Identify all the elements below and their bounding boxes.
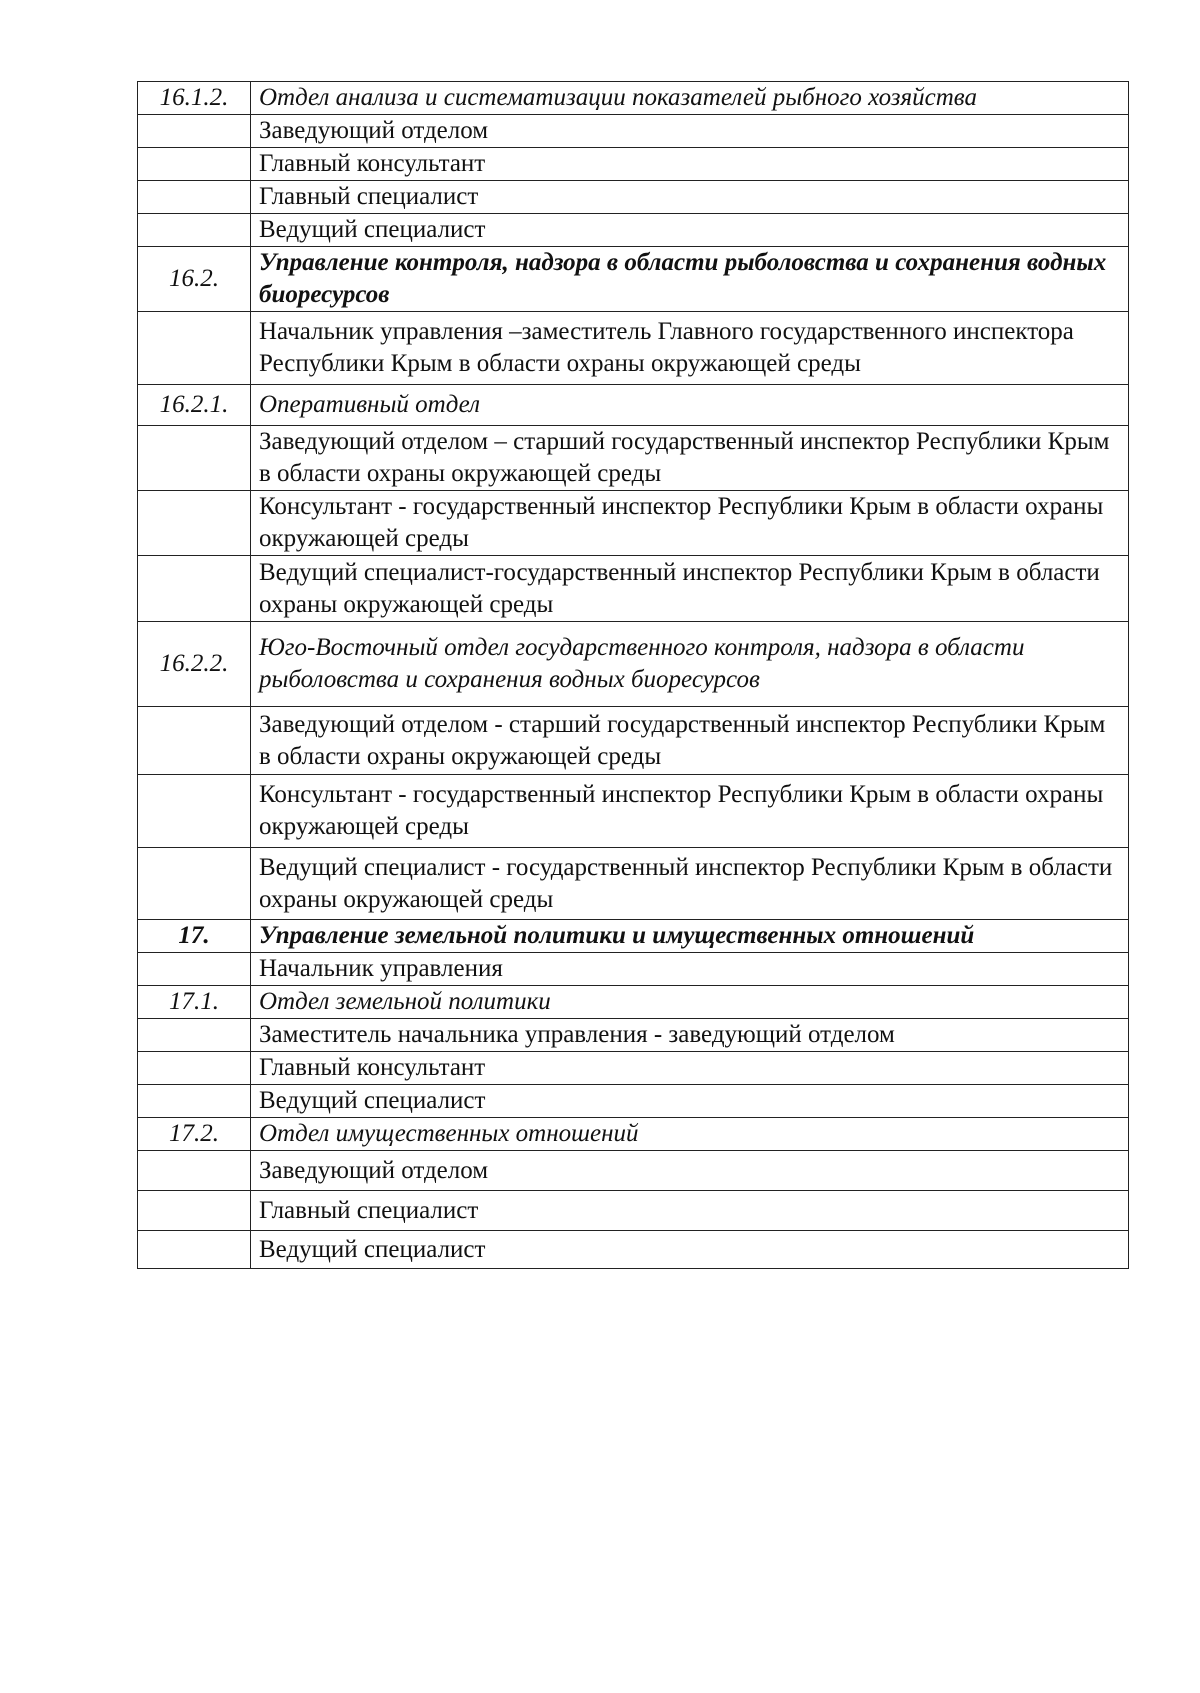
department-row [138, 986, 1129, 1019]
position-title: Консультант - государственный инспектор Республики Крым в области охраны окружающей среды [251, 491, 1129, 556]
position-row [138, 426, 1129, 491]
row-number [138, 707, 251, 775]
position-title: Главный консультант [251, 1052, 1129, 1085]
position-row [138, 556, 1129, 622]
department-row [138, 1118, 1129, 1151]
unit-title: Управление контроля, надзора в области рыболовства и сохранения водных биоресурсов [251, 247, 1129, 312]
unit-title: Отдел земельной политики [251, 986, 1129, 1019]
row-number: 17.2. [138, 1118, 251, 1151]
row-number [138, 115, 251, 148]
position-row [138, 214, 1129, 247]
unit-title: Отдел анализа и систематизации показателей рыбного хозяйства [251, 82, 1129, 115]
row-number [138, 1019, 251, 1052]
position-row [138, 115, 1129, 148]
position-title: Консультант - государственный инспектор Республики Крым в области охраны окружающей среды [251, 775, 1129, 848]
department-row [138, 622, 1129, 707]
position-title: Начальник управления [251, 953, 1129, 986]
row-number: 17.1. [138, 986, 251, 1019]
row-number: 16.2.1. [138, 385, 251, 426]
staff-table [137, 81, 1129, 1269]
row-number [138, 1085, 251, 1118]
department-row [138, 247, 1129, 312]
row-number [138, 1231, 251, 1269]
position-row [138, 312, 1129, 385]
position-row [138, 775, 1129, 848]
row-number [138, 491, 251, 556]
position-row [138, 1191, 1129, 1231]
staff-table-body [138, 82, 1129, 1269]
row-number [138, 775, 251, 848]
row-number: 16.2. [138, 247, 251, 312]
position-row [138, 848, 1129, 920]
row-number [138, 953, 251, 986]
row-number [138, 181, 251, 214]
position-row [138, 1052, 1129, 1085]
row-number: 16.1.2. [138, 82, 251, 115]
position-row [138, 1019, 1129, 1052]
position-title: Ведущий специалист [251, 1231, 1129, 1269]
position-title: Заведующий отделом [251, 1151, 1129, 1191]
position-title: Заместитель начальника управления - заведующий отделом [251, 1019, 1129, 1052]
position-title: Главный специалист [251, 1191, 1129, 1231]
unit-title: Управление земельной политики и имущественных отношений [251, 920, 1129, 953]
position-title: Главный консультант [251, 148, 1129, 181]
position-row [138, 181, 1129, 214]
row-number [138, 148, 251, 181]
position-row [138, 1151, 1129, 1191]
position-row [138, 1231, 1129, 1269]
unit-title: Отдел имущественных отношений [251, 1118, 1129, 1151]
position-title: Заведующий отделом – старший государственный инспектор Республики Крым в области охраны окружающей среды [251, 426, 1129, 491]
position-title: Главный специалист [251, 181, 1129, 214]
row-number [138, 556, 251, 622]
unit-title: Юго-Восточный отдел государственного контроля, надзора в области рыболовства и сохранения водных биоресурсов [251, 622, 1129, 707]
position-row [138, 953, 1129, 986]
position-title: Ведущий специалист [251, 1085, 1129, 1118]
row-number: 17. [138, 920, 251, 953]
row-number [138, 1052, 251, 1085]
position-row [138, 148, 1129, 181]
department-row [138, 82, 1129, 115]
row-number [138, 1191, 251, 1231]
department-row [138, 385, 1129, 426]
row-number [138, 312, 251, 385]
position-title: Ведущий специалист - государственный инспектор Республики Крым в области охраны окружающей среды [251, 848, 1129, 920]
row-number [138, 214, 251, 247]
position-row [138, 491, 1129, 556]
position-row [138, 707, 1129, 775]
row-number [138, 1151, 251, 1191]
position-title: Ведущий специалист [251, 214, 1129, 247]
unit-title: Оперативный отдел [251, 385, 1129, 426]
row-number [138, 848, 251, 920]
row-number: 16.2.2. [138, 622, 251, 707]
row-number [138, 426, 251, 491]
position-title: Заведующий отделом [251, 115, 1129, 148]
position-title: Начальник управления –заместитель Главного государственного инспектора Республики Крым в области охраны окружающей среды [251, 312, 1129, 385]
section-row [138, 920, 1129, 953]
position-title: Ведущий специалист-государственный инспектор Республики Крым в области охраны окружающей среды [251, 556, 1129, 622]
position-title: Заведующий отделом - старший государственный инспектор Республики Крым в области охраны окружающей среды [251, 707, 1129, 775]
position-row [138, 1085, 1129, 1118]
